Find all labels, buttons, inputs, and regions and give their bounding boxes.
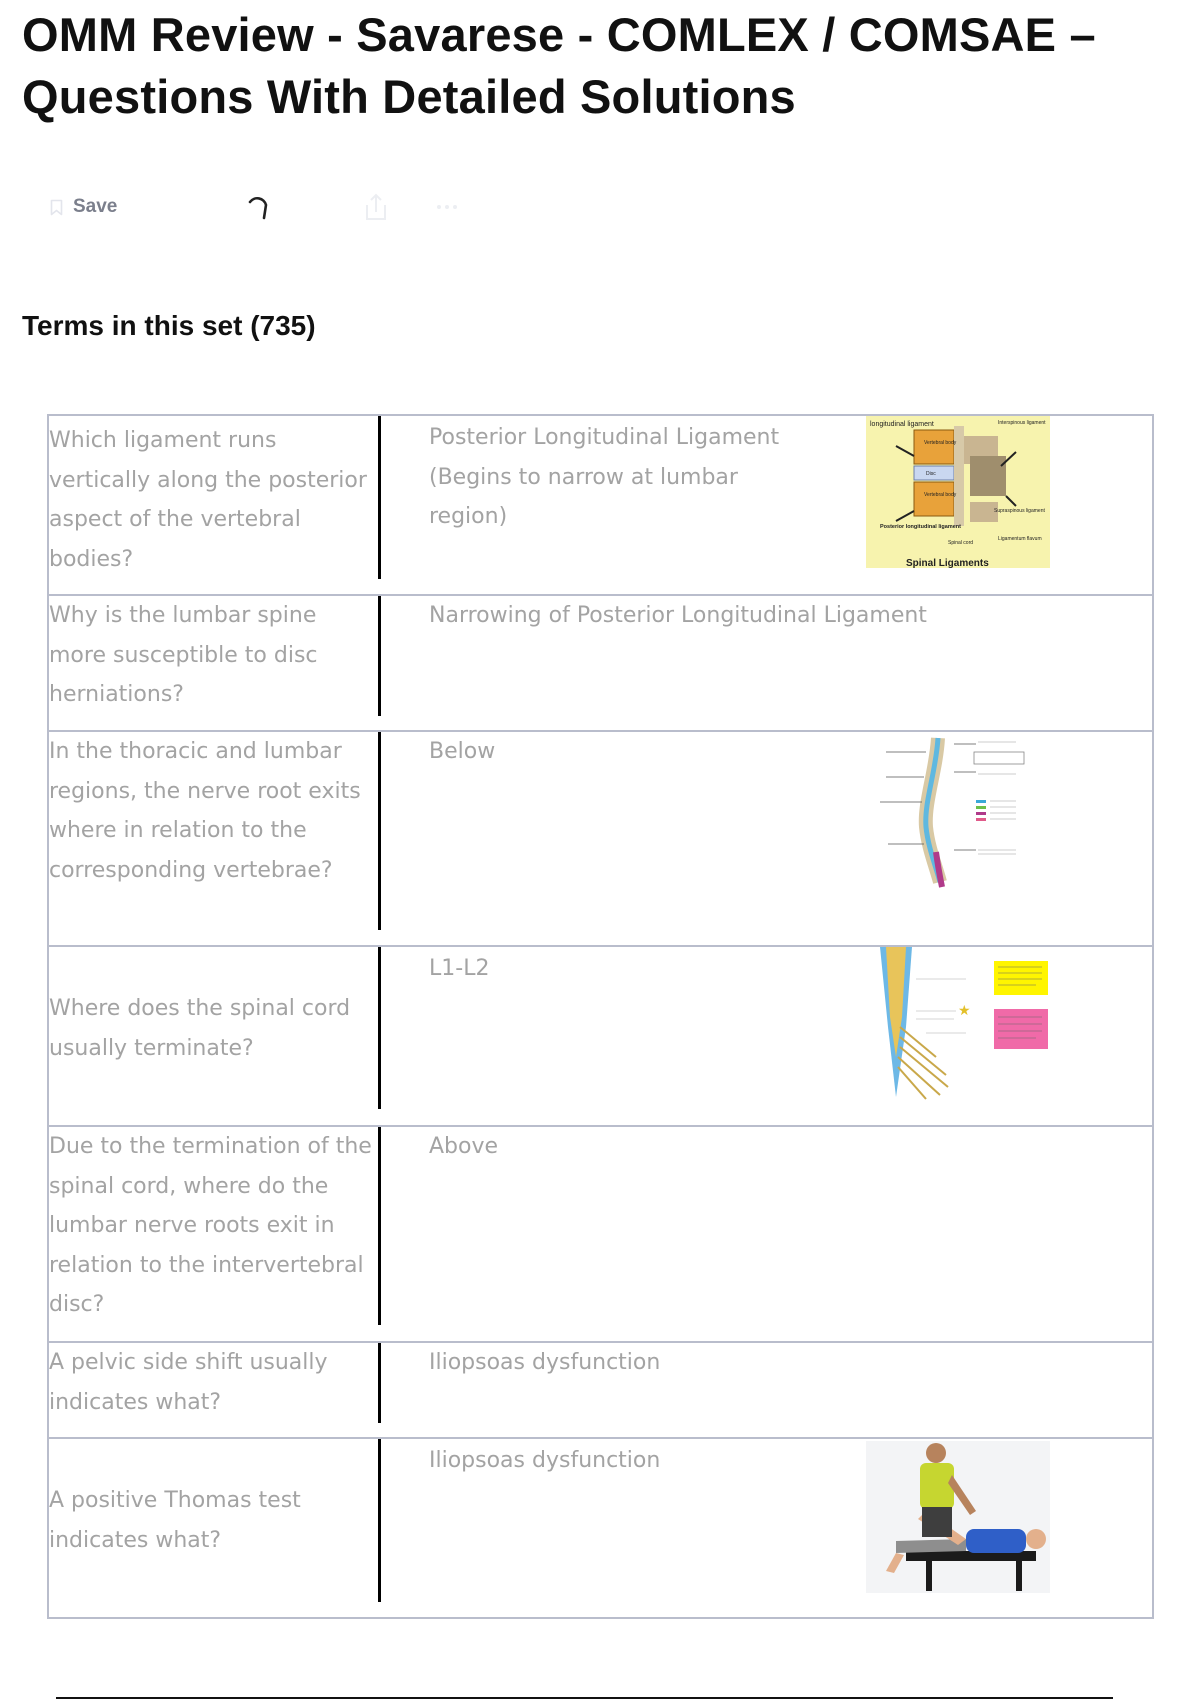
term-answer: Posterior Longitudinal Ligament (Begins to narrow at lumbar region): [429, 425, 780, 529]
svg-text:★: ★: [958, 1003, 971, 1019]
diagram-caption: Spinal Ligaments: [906, 558, 989, 568]
term-answer: Iliopsoas dysfunction: [429, 1448, 661, 1473]
row-divider: [378, 416, 381, 579]
label-disc: Disc: [926, 471, 936, 477]
label-vertebral-body-1: Vertebral body: [924, 440, 957, 446]
more-icon: [432, 192, 462, 222]
label-supraspinous: Supraspinous ligament: [994, 508, 1045, 514]
term-row: [47, 1341, 1154, 1439]
label-vertebral-body-2: Vertebral body: [924, 492, 957, 498]
label-ligamentum-flavum: Ligamentum flavum: [998, 536, 1042, 542]
save-button[interactable]: [50, 192, 117, 222]
term-row: [47, 1125, 1154, 1343]
term-answer: Narrowing of Posterior Longitudinal Ligament: [429, 603, 927, 628]
row-divider: [378, 1343, 381, 1423]
row-divider: [378, 1439, 381, 1602]
row-divider: [378, 1127, 381, 1325]
spinal-nerve-roots-diagram[interactable]: [866, 732, 1034, 892]
label-pll: Posterior longitudinal ligament: [880, 524, 961, 530]
term-answer: L1-L2: [429, 956, 490, 981]
term-question: In the thoracic and lumbar regions, the nerve root exits where in relation to the corresponding vertebrae?: [49, 739, 361, 883]
row-divider: [378, 947, 381, 1109]
spinal-cord-termination-image: [866, 947, 1050, 1103]
action-toolbar: [50, 192, 500, 222]
bottom-divider: [56, 1697, 1113, 1699]
spinal-ligaments-diagram[interactable]: [866, 416, 1050, 568]
spinal-ligaments-image: [866, 416, 1050, 568]
terms-count-heading: Terms in this set (735): [22, 310, 316, 341]
label-spinal-cord: Spinal cord: [948, 540, 974, 546]
share-button[interactable]: [362, 192, 390, 222]
term-answer: Above: [429, 1134, 499, 1159]
term-question: Due to the termination of the spinal cord, where do the lumbar nerve roots exit in relation to the intervertebral disc?: [49, 1134, 372, 1317]
loading-spinner-icon: [242, 191, 274, 223]
term-question: Why is the lumbar spine more susceptible to disc herniations?: [49, 603, 318, 707]
spinal-nerve-roots-image: [866, 732, 1034, 892]
term-row: [47, 1437, 1154, 1619]
term-question: Where does the spinal cord usually terminate?: [49, 996, 351, 1061]
page-title: OMM Review - Savarese - COMLEX / COMSAE – Questions With Detailed Solutions: [22, 8, 1096, 123]
bookmark-icon: [50, 199, 63, 216]
loading-spinner: [242, 192, 274, 222]
thomas-test-photo[interactable]: [866, 1441, 1050, 1593]
spinal-cord-termination-diagram[interactable]: [866, 947, 1050, 1103]
term-row: [47, 594, 1154, 732]
more-options-button[interactable]: [432, 192, 462, 222]
term-question: A pelvic side shift usually indicates what?: [49, 1350, 328, 1415]
row-divider: [378, 732, 381, 930]
term-question: Which ligament runs vertically along the posterior aspect of the vertebral bodies?: [49, 428, 367, 572]
row-divider: [378, 596, 381, 716]
term-row: [47, 414, 1154, 596]
terms-table: [47, 414, 1154, 1619]
term-question: A positive Thomas test indicates what?: [49, 1488, 301, 1553]
share-icon: [362, 192, 390, 222]
term-answer: Iliopsoas dysfunction: [429, 1350, 661, 1375]
thomas-test-image: [866, 1441, 1050, 1593]
label-interspinous: Interspinous ligament: [998, 420, 1046, 426]
term-row: [47, 945, 1154, 1127]
save-label: Save: [73, 196, 118, 217]
term-answer: Below: [429, 739, 496, 764]
term-row: [47, 730, 1154, 947]
label-longitudinal: longitudinal ligament: [870, 421, 934, 428]
